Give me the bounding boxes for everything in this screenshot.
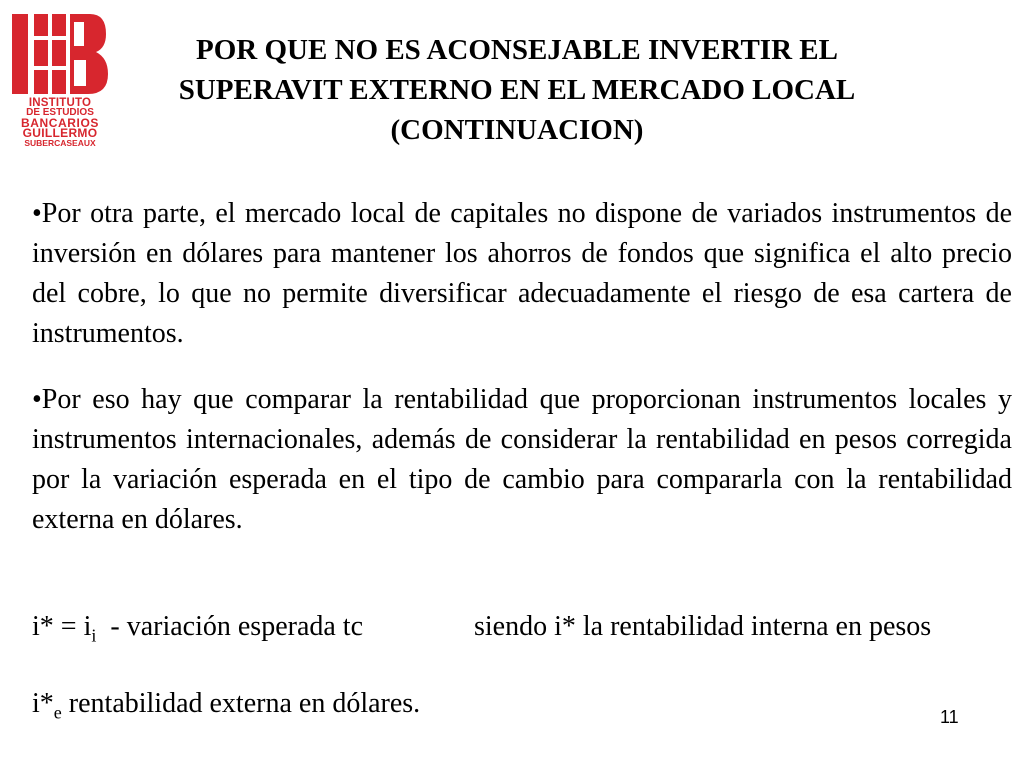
formula-lhs: i* = i [32, 611, 92, 642]
logo-line-2: DE ESTUDIOS [26, 107, 94, 118]
slide-title [112, 30, 922, 150]
formula-expression [32, 607, 474, 656]
slide-title-line-3: (CONTINUACION) [390, 114, 644, 146]
logo-line-4: GUILLERMO [22, 126, 98, 140]
slide-title-line-2: SUPERAVIT EXTERNO EN EL MERCADO LOCAL [178, 74, 856, 106]
slide-title-line-1: POR QUE NO ES ACONSEJABLE INVERTIR EL [196, 34, 838, 66]
external-rate-definition [32, 684, 832, 733]
bullet-paragraph-1: •Por otra parte, el mercado local de capitales no dispone de variados instrumentos de inversión en dólares para mantener los ahorros de fondos que significa el alto precio del cobre, lo que no permite diversificar adecuadamente el riesgo de esa cartera de instrumentos. [32, 198, 1012, 349]
external-rate-text: rentabilidad externa en dólares. [61, 688, 421, 719]
formula-definition: siendo i* la rentabilidad interna en pesos [474, 611, 932, 642]
external-rate-symbol: i* [32, 688, 54, 719]
logo-line-1: INSTITUTO [28, 97, 92, 109]
institute-logo-text [12, 98, 108, 148]
external-rate-subscript: e [53, 702, 62, 723]
institute-logo [12, 14, 112, 159]
logo-line-5: SUBERCASEAUX [24, 138, 96, 148]
page-number: 11 [940, 707, 959, 727]
logo-line-3: BANCARIOS [20, 116, 100, 130]
institute-logo-mark [12, 14, 108, 94]
rate-formula [32, 607, 1012, 656]
bullet-paragraph-2: •Por eso hay que comparar la rentabilidad que proporcionan instrumentos locales y instrumentos internacionales, además de considerar la rentabilidad en pesos corregida por la variación esperada en el tipo de cambio para compararla con la rentabilidad externa en dólares. [32, 384, 1012, 535]
formula-lhs-subscript: i [91, 625, 97, 646]
formula-rhs: - variación esperada tc [96, 611, 364, 642]
